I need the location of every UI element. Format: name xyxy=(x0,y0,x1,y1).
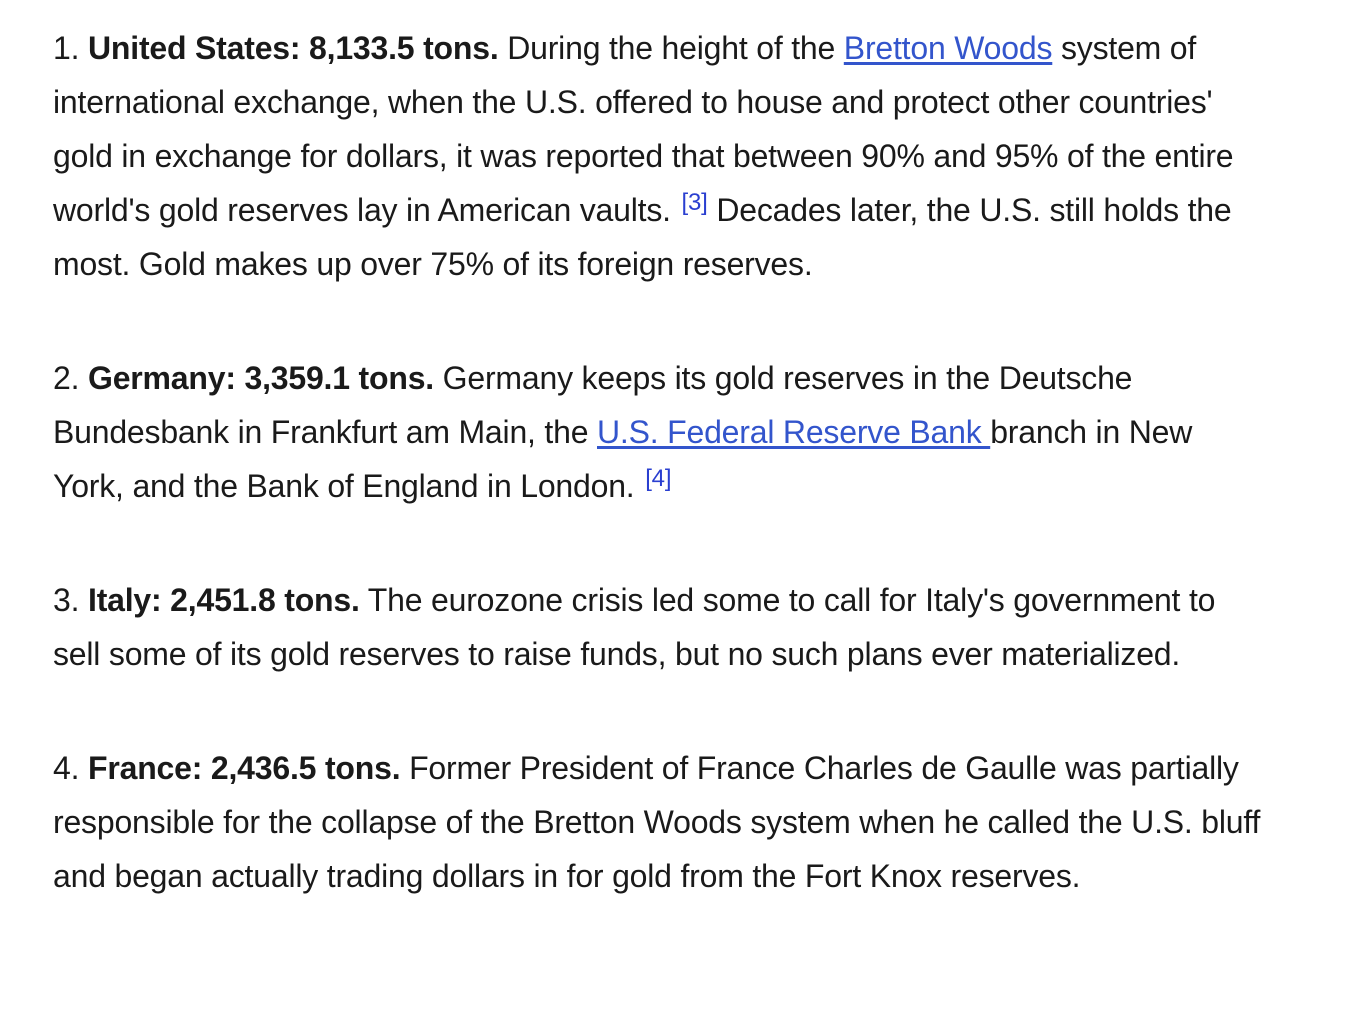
citation-link-3[interactable]: [3] xyxy=(681,189,708,216)
item-text: Former President of France Charles de Gaulle was partially responsible for the collapse of the Bretton Woods system when he called the U.S. bluff and began actually trading dollars in for gold from the Fort Knox reserves. xyxy=(53,750,1261,894)
item-number: 1. xyxy=(53,30,80,66)
item-heading: France: 2,436.5 tons. xyxy=(88,750,401,786)
citation-link-4[interactable]: [4] xyxy=(645,465,672,492)
item-text: Germany keeps its gold reserves in the Deutsche Bundesbank in Frankfurt am Main, the xyxy=(53,360,1133,450)
list-item-france xyxy=(53,741,1263,903)
item-heading: United States: 8,133.5 tons. xyxy=(88,30,499,66)
list-item-italy xyxy=(53,573,1263,681)
article-body xyxy=(53,21,1263,963)
item-text: During the height of the xyxy=(498,30,844,66)
list-item-germany xyxy=(53,351,1263,513)
bretton-woods-link[interactable]: Bretton Woods xyxy=(843,30,1053,66)
item-text: Decades later, the U.S. still holds the most. Gold makes up over 75% of its foreign reserves. xyxy=(53,192,1232,282)
item-text: branch in New York, and the Bank of England in London. xyxy=(53,414,1193,504)
item-number: 2. xyxy=(53,360,80,396)
item-text: system of international exchange, when the U.S. offered to house and protect other countries' gold in exchange for dollars, it was reported that between 90% and 95% of the entire world's gold reserves lay in American vaults. xyxy=(53,30,1234,228)
list-item-united-states xyxy=(53,21,1263,291)
item-heading: Germany: 3,359.1 tons. xyxy=(88,360,434,396)
item-number: 4. xyxy=(53,750,80,786)
federal-reserve-link[interactable]: U.S. Federal Reserve Bank xyxy=(597,414,991,450)
item-heading: Italy: 2,451.8 tons. xyxy=(88,582,360,618)
item-text: The eurozone crisis led some to call for Italy's government to sell some of its gold reserves to raise funds, but no such plans ever materialized. xyxy=(53,582,1216,672)
item-number: 3. xyxy=(53,582,80,618)
